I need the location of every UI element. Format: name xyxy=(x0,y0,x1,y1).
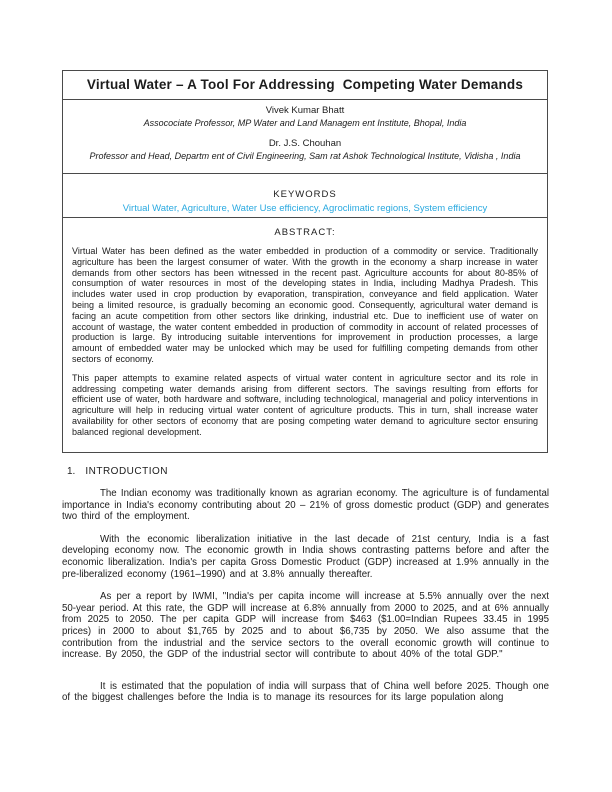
header-table xyxy=(62,70,548,453)
abstract-block xyxy=(63,218,547,452)
intro-paragraph: As per a report by IWMI, "India's per capita income will increase at 5.5% annually over the next 50-year period. At this rate, the GDP will increase at 6.8% annually from 2000 to 2025, and at 6% annually from 2025 to 2050. The per capita GDP will increase from $463 ($1.00=Indian Rupees 33.45 in 1995 prices) in 2000 to about $1,765 by 2025 and to about $6,735 by 2050. We also assume that the contribution from the industrial and the service sectors to the overall economic growth will continue to increase. By 2050, the GDP of the industrial sector will contribute to about 40% of the total GDP." xyxy=(62,591,549,661)
author-name: Dr. J.S. Chouhan xyxy=(268,138,342,149)
author-affiliation: Assocociate Professor, MP Water and Land Managem ent Institute, Bhopal, India xyxy=(143,118,467,128)
intro-paragraph: It is estimated that the population of india will surpass that of China well before 2025. Though one of the biggest challenges before the India is to manage its resources for its large population along xyxy=(62,680,549,704)
keywords-block xyxy=(63,174,547,218)
author-name: Vivek Kumar Bhatt xyxy=(265,105,345,116)
author-affiliation: Professor and Head, Departm ent of Civil Engineering, Sam rat Ashok Technological Institute, Vidisha , India xyxy=(89,151,521,161)
intro-paragraph: With the economic liberalization initiative in the last decade of 21st century, India is a fast developing economy now. The economic growth in India shows contrasting patterns before and after the economic liberalization. India's per capita Gross Domestic Product (GDP) increased at 1.9% annually in the pre-liberalized economy (1961–1990) and at 3.8% annually thereafter. xyxy=(62,533,549,580)
introduction-section xyxy=(62,466,549,715)
abstract-heading: ABSTRACT: xyxy=(274,227,336,238)
section-heading xyxy=(62,466,549,477)
section-number: 1. xyxy=(67,466,76,477)
keywords-heading: KEYWORDS xyxy=(273,189,337,200)
section-title: INTRODUCTION xyxy=(85,466,169,477)
abstract-paragraph: Virtual Water has been defined as the water embedded in production of a commodity or service. Traditionally agriculture has been the largest consumer of water. With the growth in the economy a sharp increase in water demands from other sectors has been witnessed in the recent past. Agriculture accounts for about 80-85% of consumption of water resources in most of the developing states in India, including Madhya Pradesh. This includes water used in crop production by evaporation, transpiration, conveyance and field application. Water being a limited resource, is gradually becoming an economic good. Consequently, agricultural water demand is facing an acute competition from other sectors like drinking, industrial etc. Due to inefficient use of water on account of wastage, the water content embedded in production of commodity in account of related processes of production is large. By introducing suitable interventions for improvement in production processes, a large amount of embedded water may be unlocked which may be used for fulfilling competing demands from other sectors of economy. xyxy=(72,246,538,364)
authors-block xyxy=(63,100,547,174)
keywords-text: Virtual Water, Agriculture, Water Use efficiency, Agroclimatic regions, System efficiency xyxy=(122,203,488,214)
page-title: Virtual Water – A Tool For Addressing Competing Water Demands xyxy=(63,71,547,100)
abstract-paragraph: This paper attempts to examine related aspects of virtual water content in agriculture sector and its role in addressing competing water demands arising from different sectors. The savings resulting from efforts for efficient use of water, both hardware and software, including technological, managerial and policy interventions in agriculture will help in reducing virtual water content of agriculture products. This in turn, shall increase water availability for other sectors of economy that are posing competing water demand to agriculture sector ensuring balanced regional development. xyxy=(72,372,538,437)
intro-paragraph: The Indian economy was traditionally known as agrarian economy. The agriculture is of fundamental importance in India's economy contributing about 20 – 21% of gross domestic product (GDP) and generates two third of the employment. xyxy=(62,488,549,523)
